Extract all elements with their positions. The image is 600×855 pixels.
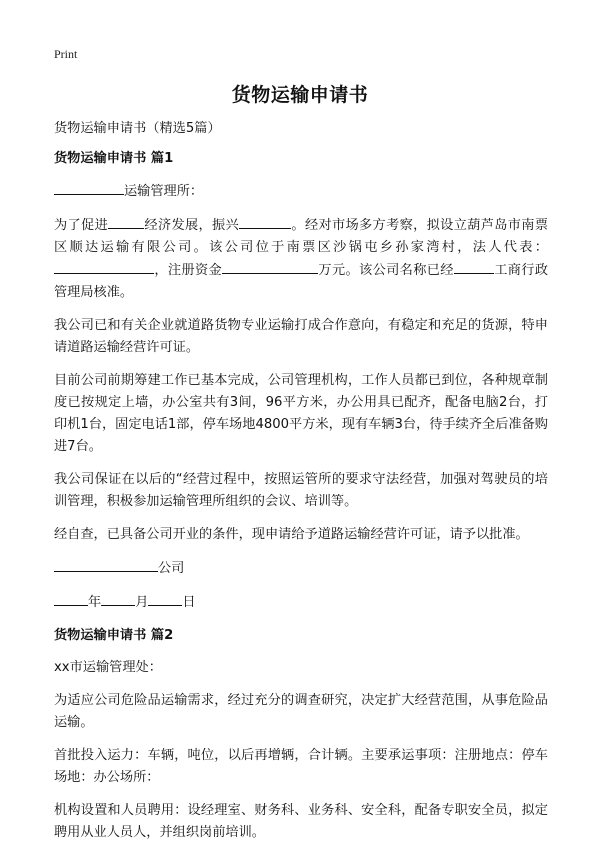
fill-blank (222, 259, 318, 274)
fill-blank (54, 591, 88, 606)
company-label: 公司 (158, 561, 185, 576)
text-run: 万元。该公司名称已经 (318, 263, 454, 278)
company-signature (54, 557, 548, 580)
fill-blank (108, 214, 144, 229)
paragraph: 经自查，已具备公司开业的条件，现申请给予道路运输经营许可证，请予以批准。 (54, 527, 529, 542)
paragraph: 为适应公司危险品运输需求，经过充分的调查研究，决定扩大经营范围，从事危险品运输。 (54, 693, 548, 730)
signature-date (54, 591, 548, 614)
fill-blank (101, 591, 135, 606)
document-subtitle: 货物运输申请书（精选5篇） (54, 121, 221, 136)
salutation-2: xx市运输管理处： (54, 660, 162, 675)
text-run: 。经对市场多方考察，拟设立葫芦岛市南票区顺达运输有限公司。该公司位于南票区沙锅屯乡孙家湾村，法人代表： (54, 218, 549, 255)
text-run: ，注册资金 (154, 263, 223, 278)
paragraph: 目前公司前期筹建工作已基本完成，公司管理机构，工作人员都已到位，各种规章制度已按规定上墙，办公室共有3间，96平方米，办公用具已配齐，配备电脑2台，打印机1台，固定电话1部，停车场地4800平方米，现有车辆3台，待手续齐全后准备购进7台。 (54, 373, 548, 454)
paragraph: 我公司已和有关企业就道路货物专业运输打成合作意向，有稳定和充足的货源，特申请道路运输经营许可证。 (54, 318, 548, 355)
fill-blank (54, 557, 158, 572)
text-run: 为了促进 (54, 218, 109, 233)
fill-blank (54, 259, 154, 274)
text-run: 经济发展，振兴 (144, 218, 240, 233)
section-heading-2: 货物运输申请书 篇2 (54, 628, 174, 643)
date-day-label: 日 (182, 595, 196, 610)
salutation-1 (54, 180, 548, 203)
fill-blank (148, 591, 182, 606)
text-run: 工商行政管理局核准。 (54, 263, 549, 300)
paragraph: 首批投入运力：车辆，吨位，以后再增辆，合计辆。主要承运事项：注册地点：停车场地：办公场所： (54, 748, 548, 785)
paragraph (54, 214, 548, 304)
paragraph: 机构设置和人员聘用：设经理室、财务科、业务科、安全科，配备专职安全员，拟定聘用从业人员人，并组织岗前培训。 (54, 803, 548, 840)
section-heading-1: 货物运输申请书 篇1 (54, 151, 174, 166)
date-year-label: 年 (88, 595, 102, 610)
fill-blank (54, 180, 124, 195)
print-link[interactable]: Print (54, 47, 78, 61)
salutation-text: 运输管理所： (124, 184, 204, 199)
paragraph: 我公司保证在以后的“经营过程中，按照运管所的要求守法经营，加强对驾驶员的培训管理，积极参加运输管理所组织的会议、培训等。 (54, 472, 548, 509)
date-month-label: 月 (135, 595, 149, 610)
fill-blank (239, 214, 291, 229)
page-title: 货物运输申请书 (231, 84, 369, 106)
fill-blank (454, 259, 494, 274)
document-body (54, 118, 548, 855)
